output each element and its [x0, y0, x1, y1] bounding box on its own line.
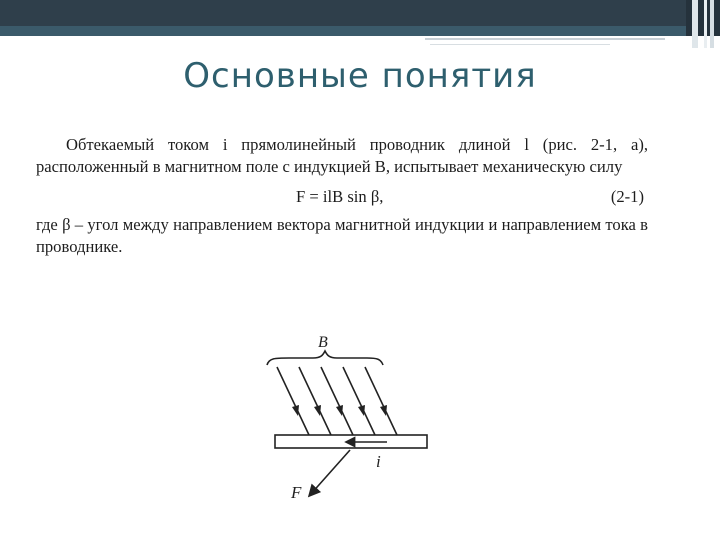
- formula-row: [36, 180, 648, 214]
- field-label: B: [318, 334, 328, 351]
- field-arrowhead: [292, 405, 299, 416]
- field-arrowhead: [380, 405, 387, 416]
- header-stripe: [692, 0, 698, 48]
- conductor-figure: [255, 325, 445, 525]
- field-arrowhead: [336, 405, 343, 416]
- header-rule: [425, 38, 665, 40]
- field-arrowhead: [314, 405, 321, 416]
- field-brace: [267, 351, 383, 365]
- header-bar: [0, 0, 720, 26]
- figure-svg: [255, 325, 445, 525]
- header-stripe: [710, 0, 714, 48]
- header-rule: [430, 44, 610, 45]
- scanned-text-block: [36, 134, 648, 258]
- force-arrow: [310, 450, 350, 495]
- formula: F = ilB sin β,: [296, 187, 384, 206]
- paragraph-definition: где β – угол между направлением вектора магнитной индукции и направлением тока в проводнике.: [36, 215, 648, 256]
- header-stripe: [704, 0, 707, 48]
- field-arrowhead: [358, 405, 365, 416]
- slide-title: Основные понятия: [183, 56, 537, 96]
- current-label: i: [376, 452, 381, 471]
- paragraph-intro: Обтекаемый током i прямолинейный проводник длиной l (рис. 2-1, а), расположенный в магнитном поле с индукцией B, испытывает механическую силу: [36, 135, 648, 176]
- header-accent-bar: [0, 26, 686, 36]
- equation-number: (2-1): [610, 187, 644, 206]
- force-label: F: [291, 483, 302, 502]
